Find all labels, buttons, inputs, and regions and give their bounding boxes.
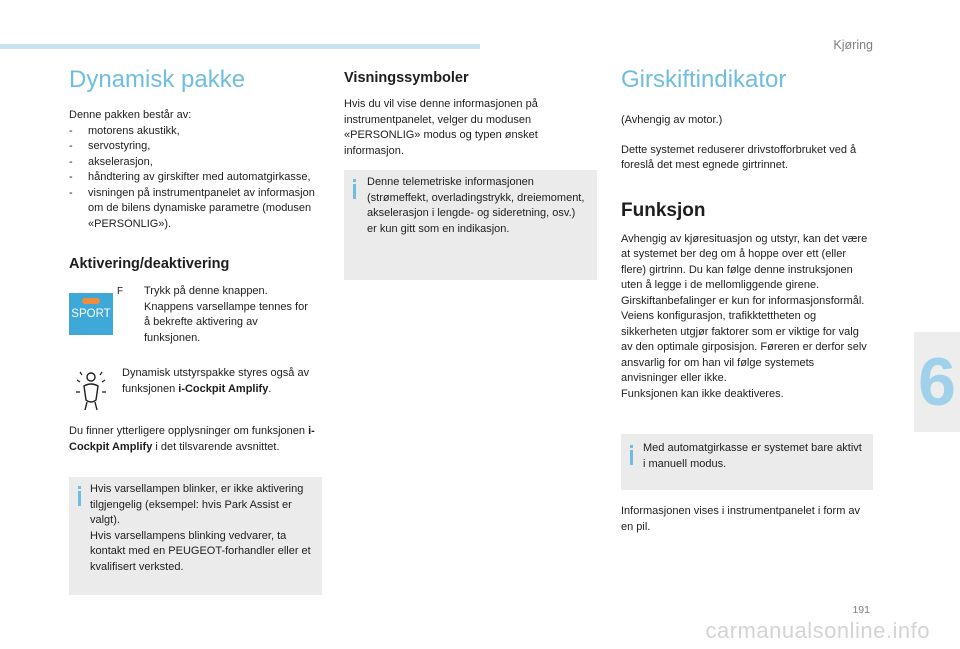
info-box-warning-lamp	[69, 477, 322, 595]
activation-heading: Aktivering/deaktivering	[69, 256, 230, 272]
list-item: - motorens akustikk,	[69, 124, 321, 140]
sport-instruction-text: Trykk på denne knappen. Knappens varsellampe tennes for å bekrefte aktivering av funksjonen.	[144, 285, 308, 344]
section-heading: Visningssymboler	[344, 70, 469, 86]
body-text: Hvis du vil vise denne informasjonen på instrumentpanelet, velger du modusen «PERSONLIG» modus og typen ønsket informasjon.	[344, 98, 538, 157]
component-list	[69, 124, 321, 233]
engine-note: (Avhengig av motor.)	[621, 114, 723, 126]
intro-text: Denne pakken består av:	[69, 109, 192, 121]
icockpit-text: Dynamisk utstyrspakke styres også av funksjonen i-Cockpit Amplify.	[122, 367, 310, 395]
column-gear-indicator	[621, 64, 873, 535]
column-display-symbols	[344, 64, 597, 280]
note-text: Hvis varsellampen blinker, er ikke aktivering tilgjengelig (eksempel: hvis Park Assist er valgt).	[90, 483, 304, 526]
section-number: 6	[918, 344, 956, 420]
note-text: Denne telemetriske informasjonen (strømeffekt, overladingstrykk, dreiemoment, akselerasjon i lengde- og sideretning, osv.) er kun gitt som en indikasjon.	[367, 176, 585, 235]
header-accent-bar	[0, 44, 480, 49]
more-info-text: Du finner ytterligere opplysninger om funksjonen i-Cockpit Amplify i det tilsvarende avsnittet.	[69, 425, 315, 453]
sport-led-icon	[82, 298, 100, 304]
closing-text: Informasjonen vises i instrumentpanelet i form av en pil.	[621, 505, 861, 533]
intro-text: Dette systemet reduserer drivstofforbruket ved å foreslå det mest egnede girtrinnet.	[621, 143, 857, 171]
info-icon	[630, 445, 638, 465]
page-title: Dynamisk pakke	[69, 66, 246, 93]
section-tab	[914, 332, 960, 432]
list-item: - visningen på instrumentpanelet av informasjon om de bilens dynamiske parametre (modusen «PERSONLIG»).	[69, 186, 321, 233]
note-text: Hvis varsellampens blinking vedvarer, ta kontakt med en PEUGEOT-forhandler eller et kvalifisert verksted.	[90, 529, 311, 573]
list-item: - akselerasjon,	[69, 155, 321, 171]
info-icon	[78, 486, 86, 506]
function-heading: Funksjon	[621, 199, 706, 221]
section-title: Girskiftindikator	[621, 66, 787, 93]
person-touch-icon	[74, 368, 108, 412]
section-header: Kjøring	[833, 38, 873, 52]
list-item: - håndtering av girskifter med automatgirkasse,	[69, 170, 321, 186]
sport-button-label: SPORT	[71, 308, 111, 320]
info-icon	[353, 179, 361, 199]
info-box-telemetry	[344, 170, 597, 280]
note-text: Med automatgirkasse er systemet bare aktivt i manuell modus.	[643, 442, 862, 470]
function-text: Funksjonen kan ikke deaktiveres.	[621, 387, 784, 400]
watermark: carmanualsonline.info	[705, 618, 930, 643]
icockpit-block	[69, 366, 321, 416]
function-text: Girskiftanbefalinger er kun for informasjonsformål. Veiens konfigurasjon, trafikktettheten og sikkerheten utgjør faktorer som er viktige for valg av den optimale girposisjon. Føreren er derfor selv ansvarlig for om han vil følge systemets anvisninger eller ikke.	[621, 294, 867, 384]
page-number: 191	[852, 604, 870, 616]
list-item: - servostyring,	[69, 139, 321, 155]
info-box-automatic	[621, 434, 873, 490]
function-text: Avhengig av kjøresituasjon og utstyr, kan det være at systemet ber deg om å hoppe over ett (eller flere) girtrinn. Du kan følge denne instruksjonen uten å legge i de mellomliggende girene.	[621, 232, 868, 291]
sport-button-icon	[69, 293, 113, 335]
step-bullet: F	[117, 286, 124, 297]
